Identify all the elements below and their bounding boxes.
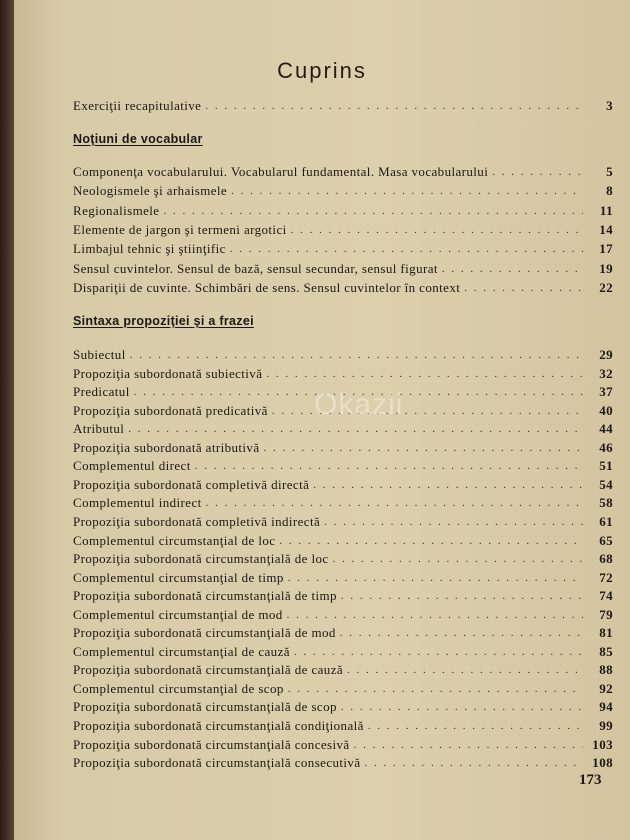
toc-entry-page: 32 <box>599 365 613 381</box>
toc-entry-page: 44 <box>599 421 613 437</box>
toc-entry <box>73 362 613 382</box>
toc-entry <box>73 199 613 219</box>
toc-entry-label: Propoziţia subordonată circumstanţială de cauză <box>73 662 344 678</box>
toc-entry <box>73 160 613 180</box>
toc-entry <box>73 640 613 660</box>
toc-entry-page: 61 <box>599 513 613 529</box>
toc-entry <box>73 621 613 641</box>
toc-entry-page: 99 <box>599 718 613 733</box>
toc-entry-label: Limbajul tehnic şi ştiinţific <box>73 241 226 257</box>
toc-entry <box>73 491 613 511</box>
toc-entry-page: 68 <box>599 551 613 567</box>
toc-entry-label: Propoziţia subordonată completivă directă <box>73 476 310 492</box>
toc-entry <box>73 733 613 753</box>
book-page <box>14 0 630 840</box>
toc-entry <box>73 603 613 623</box>
toc-entry-page: 54 <box>599 476 613 492</box>
toc-entry-label: Complementul circumstanţial de scop <box>73 680 284 696</box>
toc-entry-label: Dispariţii de cuvinte. Schimbări de sens. Sensul cuvintelor în context <box>73 279 461 295</box>
toc-entry-page: 19 <box>599 260 613 276</box>
leader-dots <box>205 98 583 114</box>
toc-entry-label: Componenţa vocabularului. Vocabularul fundamental. Masa vocabularului <box>73 164 489 179</box>
book-spine-shadow <box>0 0 14 840</box>
toc-entry-label: Complementul circumstanţial de mod <box>73 606 283 622</box>
toc-entry-page: 74 <box>599 588 613 604</box>
page-number: 173 <box>579 772 602 788</box>
toc-entry-label: Propoziţia subordonată subiectivă <box>73 365 263 381</box>
toc-entry-page: 81 <box>599 625 613 641</box>
toc-entry-label: Complementul indirect <box>73 495 202 511</box>
toc-entry-label: Complementul direct <box>73 458 191 474</box>
toc-entry-page: 40 <box>599 402 613 418</box>
toc-entry <box>73 454 613 474</box>
toc-entry-label: Complementul circumstanţial de cauză <box>73 643 290 659</box>
toc-entry <box>73 566 613 586</box>
toc-entry-label: Propoziţia subordonată circumstanţială de scop <box>73 699 337 715</box>
toc-entry <box>73 276 613 296</box>
leader-dots <box>442 261 583 277</box>
page-title: Cuprins <box>277 58 367 83</box>
toc-entry <box>73 547 613 567</box>
toc-entry <box>73 714 613 734</box>
toc-entry-page: 22 <box>599 279 613 295</box>
toc-entry-label: Propoziţia subordonată circumstanţială de timp <box>73 588 337 604</box>
toc-entry-intro <box>73 94 613 114</box>
toc-entry-label: Propoziţia subordonată atributivă <box>73 439 260 455</box>
leader-dots <box>291 222 583 238</box>
toc-entry-label: Complementul circumstanţial de loc <box>73 532 276 548</box>
toc-entry-label: Complementul circumstanţial de timp <box>73 569 284 585</box>
toc-entry <box>73 584 613 604</box>
toc-entry-page: 14 <box>599 221 613 237</box>
toc-entry-page: 72 <box>599 569 613 585</box>
toc-entry <box>73 473 613 493</box>
toc-entry <box>73 237 613 257</box>
section-heading-vocabular: Noţiuni de vocabular <box>73 132 203 146</box>
toc-entry-page: 29 <box>599 347 613 362</box>
toc-entry-page: 58 <box>599 495 613 511</box>
toc-entry-label: Propoziţia subordonată circumstanţială consecutivă <box>73 755 361 771</box>
toc-entry-page: 17 <box>599 241 613 257</box>
toc-entry-label: Elemente de jargon şi termeni argotici <box>73 221 287 237</box>
toc-entry-label: Subiectul <box>73 347 126 362</box>
toc-entry-label: Exerciţii recapitulative <box>73 98 202 113</box>
toc-entry-label: Neologismele şi arhaismele <box>73 183 228 199</box>
toc-entry-page: 46 <box>599 439 613 455</box>
toc-entry-page: 3 <box>606 98 613 113</box>
leader-dots <box>492 164 583 180</box>
toc-entry <box>73 218 613 238</box>
toc-entry-page: 79 <box>599 606 613 622</box>
toc-entry <box>73 510 613 530</box>
toc-entry-label: Predicatul <box>73 384 130 400</box>
watermark: Okazii <box>314 388 404 421</box>
leader-dots <box>230 241 583 257</box>
toc-entry-label: Regionalismele <box>73 202 160 218</box>
toc-entry-label: Atributul <box>73 421 125 437</box>
toc-entry-label: Sensul cuvintelor. Sensul de bază, sensul secundar, sensul figurat <box>73 260 438 276</box>
toc-entry-label: Propoziţia subordonată completivă indirectă <box>73 513 321 529</box>
toc-entry-page: 92 <box>599 680 613 696</box>
toc-entry <box>73 677 613 697</box>
toc-entry-label: Propoziţia subordonată predicativă <box>73 402 268 418</box>
toc-entry-page: 5 <box>606 164 613 179</box>
toc-entry <box>73 436 613 456</box>
toc-entry <box>73 179 613 199</box>
toc-entry-page: 85 <box>599 643 613 659</box>
toc-entry-label: Propoziţia subordonată circumstanţială concesivă <box>73 736 350 752</box>
toc-entry-page: 8 <box>606 183 613 199</box>
toc-entry-page: 51 <box>599 458 613 474</box>
section-heading-sintaxa: Sintaxa propoziţiei şi a frazei <box>73 314 254 328</box>
toc-entry-label: Propoziţia subordonată circumstanţială de loc <box>73 551 329 567</box>
toc-entry <box>73 343 613 363</box>
leader-dots <box>163 203 583 219</box>
toc-entry-page: 65 <box>599 532 613 548</box>
toc-entry-page: 108 <box>592 755 613 771</box>
toc-entry <box>73 658 613 678</box>
toc-entry <box>73 751 613 771</box>
toc-entry-page: 103 <box>592 736 613 752</box>
leader-dots <box>464 280 583 296</box>
toc-entry <box>73 529 613 549</box>
leader-dots <box>365 755 584 771</box>
toc-entry-page: 11 <box>599 202 613 218</box>
toc-entry-page: 88 <box>599 662 613 678</box>
toc-entry-label: Propoziţia subordonată circumstanţială condiţională <box>73 718 364 733</box>
toc-entry <box>73 695 613 715</box>
toc-entry-page: 94 <box>599 699 613 715</box>
toc-entry-label: Propoziţia subordonată circumstanţială de mod <box>73 625 336 641</box>
leader-dots <box>231 183 583 199</box>
toc-entry <box>73 257 613 277</box>
toc-entry-page: 37 <box>599 384 613 400</box>
